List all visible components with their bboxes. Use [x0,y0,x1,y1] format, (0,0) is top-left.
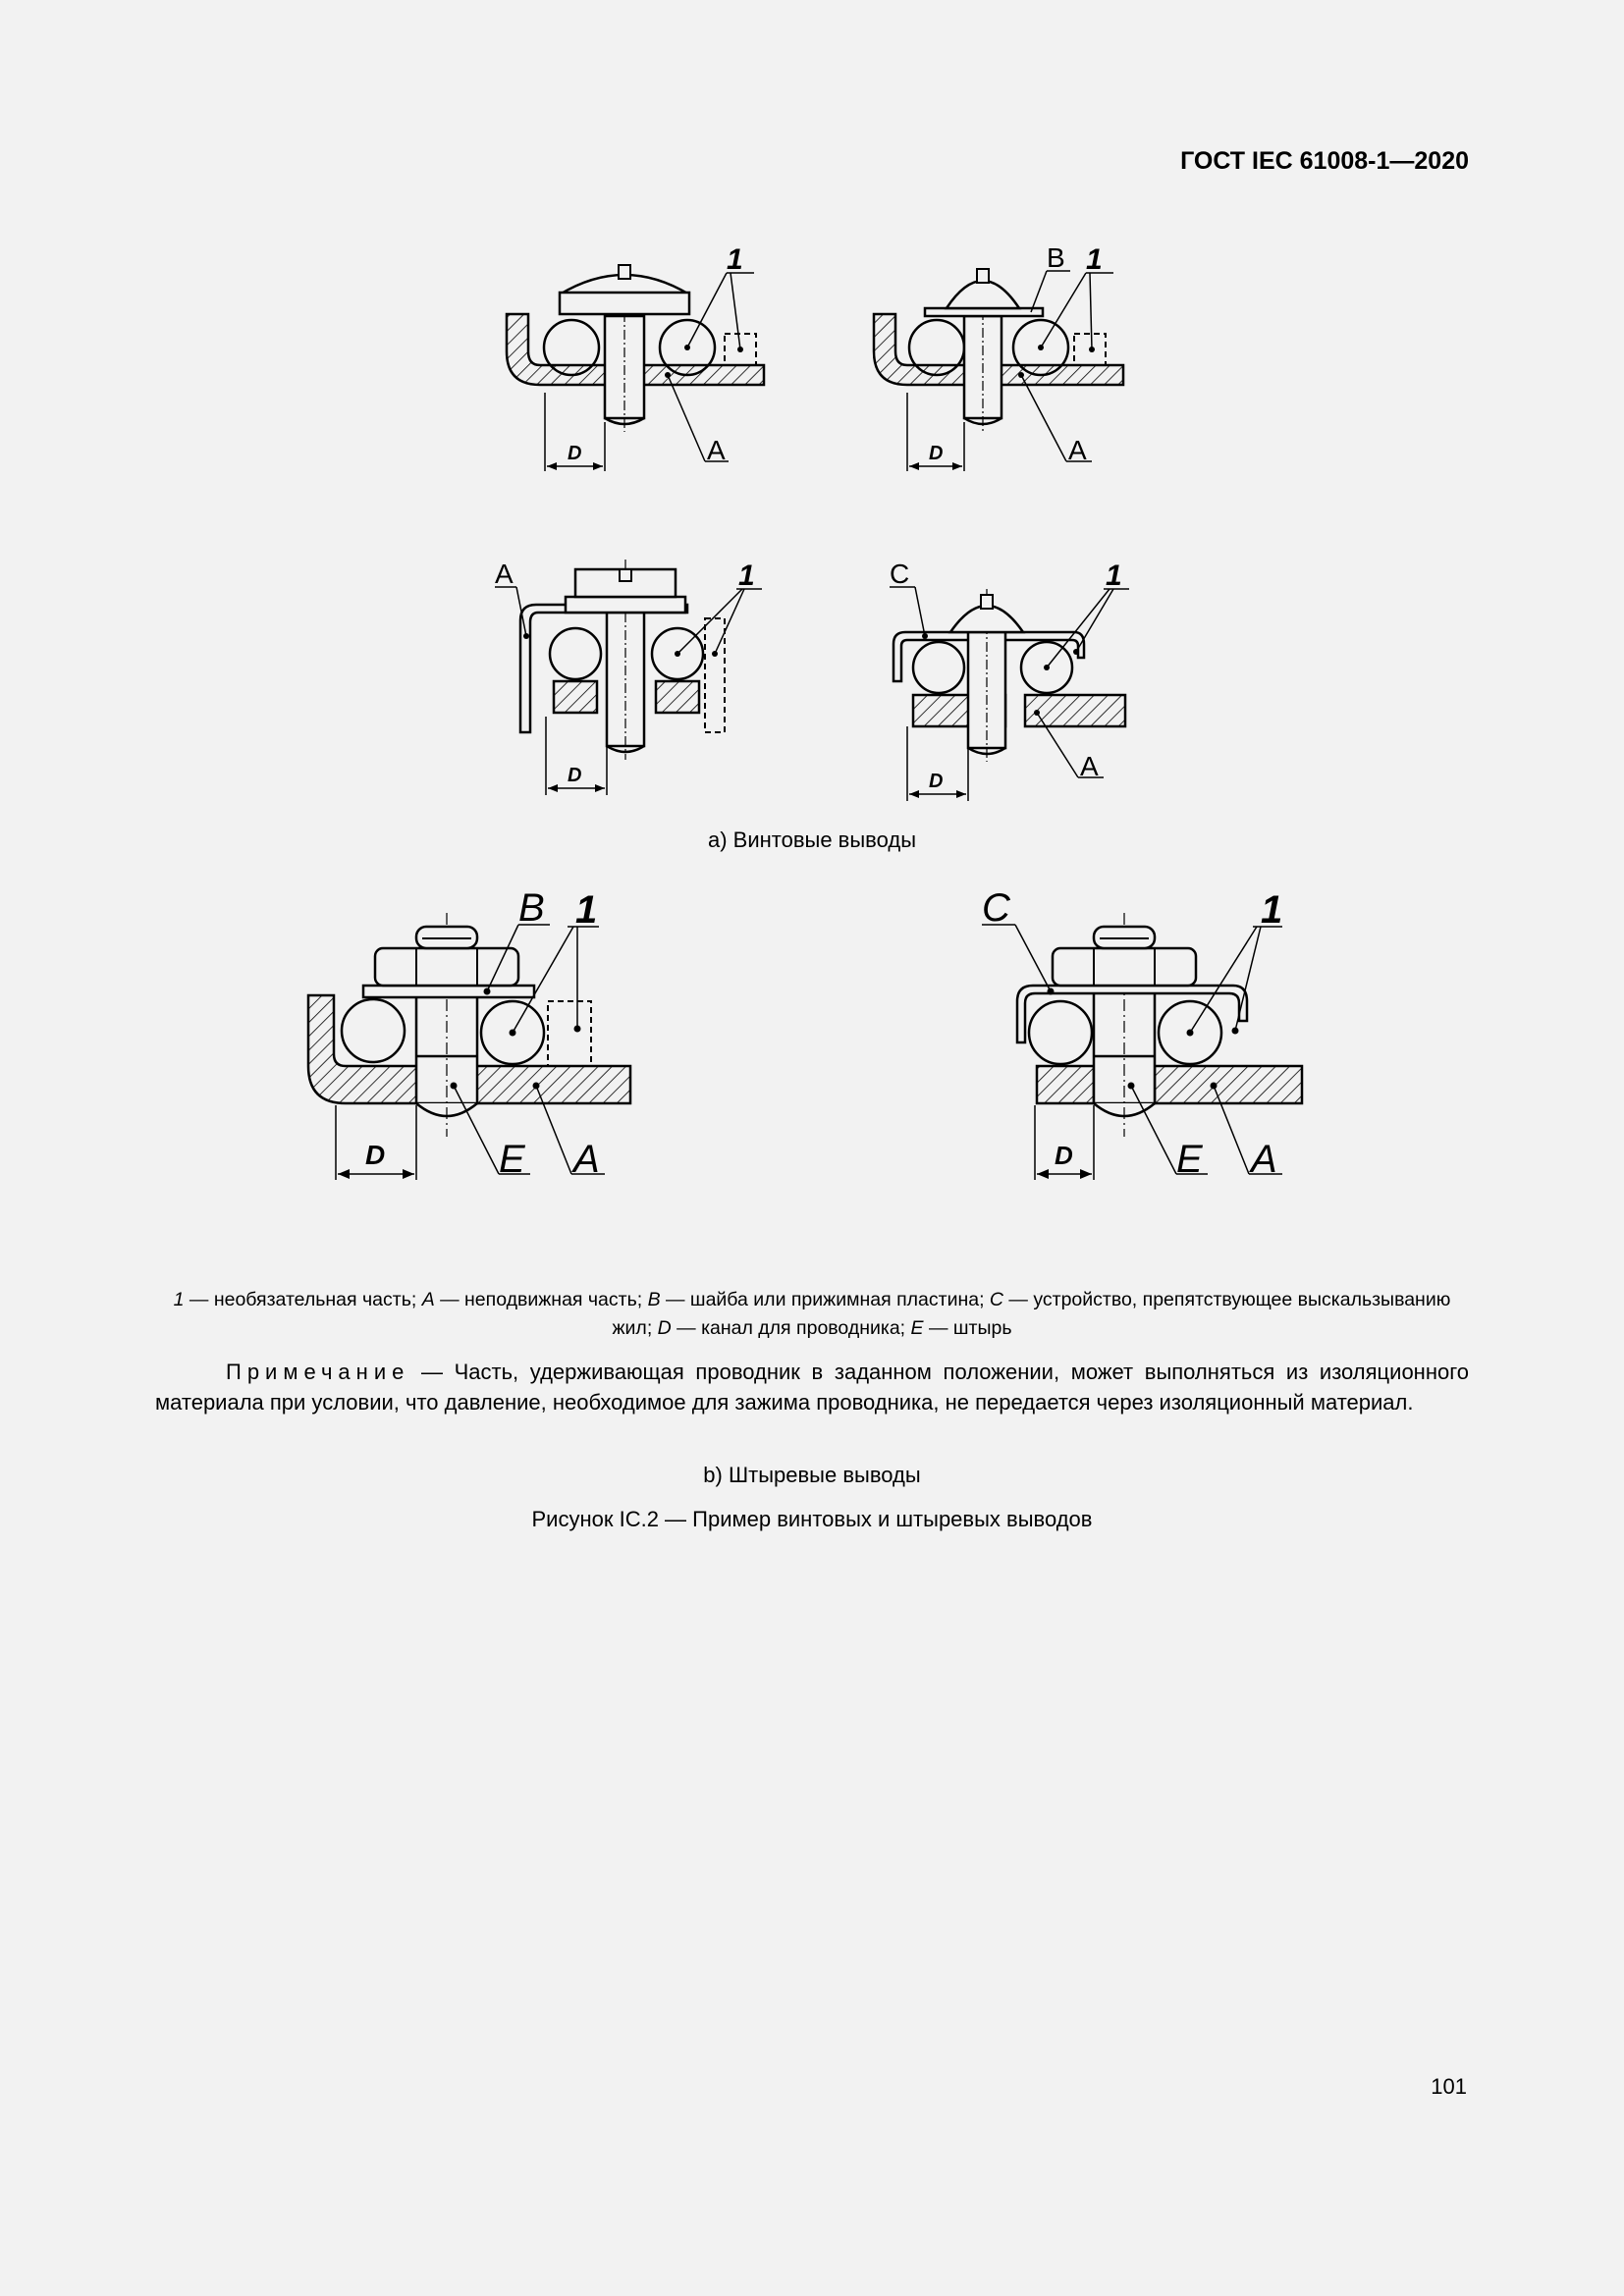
document-header: ГОСТ IEC 61008-1—2020 [1180,147,1469,175]
screw-terminal-diagram-4 [864,550,1159,805]
legend-key: A [421,1289,435,1310]
label-a: A [707,435,726,465]
screw-terminal-diagram-2 [864,236,1159,491]
conductor-circle-left [913,642,964,693]
washer-plate [363,986,534,997]
label-part-1: 1 [1261,888,1283,932]
label-part-1: 1 [738,560,755,592]
label-c: C [982,886,1010,930]
legend-text: — неподвижная часть; [434,1289,648,1310]
legend-key: B [647,1289,661,1310]
label-a: A [1068,435,1087,465]
legend-text: — необязательная часть; [184,1289,422,1310]
figure-b-caption: b) Штыревые выводы [703,1463,921,1487]
legend-text: — канал для проводника; [671,1317,911,1339]
figure-title: Рисунок IC.2 — Пример винтовых и штыревых выводов [531,1507,1093,1531]
fixed-part-base [1037,1066,1094,1103]
label-d: D [1055,1141,1073,1170]
legend-text: — штырь [923,1317,1012,1339]
pillar-terminal-diagram-1 [295,883,658,1198]
label-e: E [1176,1138,1203,1181]
optional-part-dashed [548,1001,591,1066]
conductor-circle-left [1029,1001,1092,1064]
legend-text: — устройство, препятствующее выскальзыванию жил; [612,1289,1451,1339]
label-part-1: 1 [727,243,743,276]
label-a: A [1251,1138,1277,1181]
screw-terminal-diagram-3 [491,550,785,805]
label-a: A [573,1138,600,1181]
label-part-1: 1 [1086,243,1103,276]
label-part-1: 1 [1106,560,1122,592]
conductor-circle-left [550,628,601,679]
note-text: — Часть, удерживающая проводник в заданном положении, может выполняться из изоляционного материала при условии, что давление, необходимое для зажима проводника, не передается через изоляционный материал. [155,1360,1469,1415]
conductor-circle-left [342,999,405,1062]
label-b: B [1047,242,1065,273]
label-d: D [568,765,582,786]
label-d: D [929,771,944,792]
note-label: Примечание [226,1360,410,1384]
legend-key: C [989,1289,1004,1310]
label-d: D [929,443,944,464]
figure-legend [157,1286,1467,1343]
legend-key: D [657,1317,672,1339]
label-a: A [495,559,514,589]
label-c: C [890,559,910,589]
page-number: 101 [1431,2074,1467,2099]
label-e: E [499,1138,525,1181]
screw-terminal-diagram-1 [491,236,785,491]
legend-key: 1 [173,1289,185,1310]
label-a: A [1080,751,1099,781]
legend-key: E [910,1317,924,1339]
legend-text: — шайба или прижимная пластина; [660,1289,990,1310]
label-part-1: 1 [575,888,598,932]
label-d: D [568,443,582,464]
label-b: B [518,886,545,930]
pillar-terminal-diagram-2 [972,883,1335,1198]
optional-part-dashed [705,618,725,732]
figure-a-caption: a) Винтовые выводы [707,828,917,852]
label-d: D [365,1140,386,1170]
note-paragraph [155,1357,1469,1417]
